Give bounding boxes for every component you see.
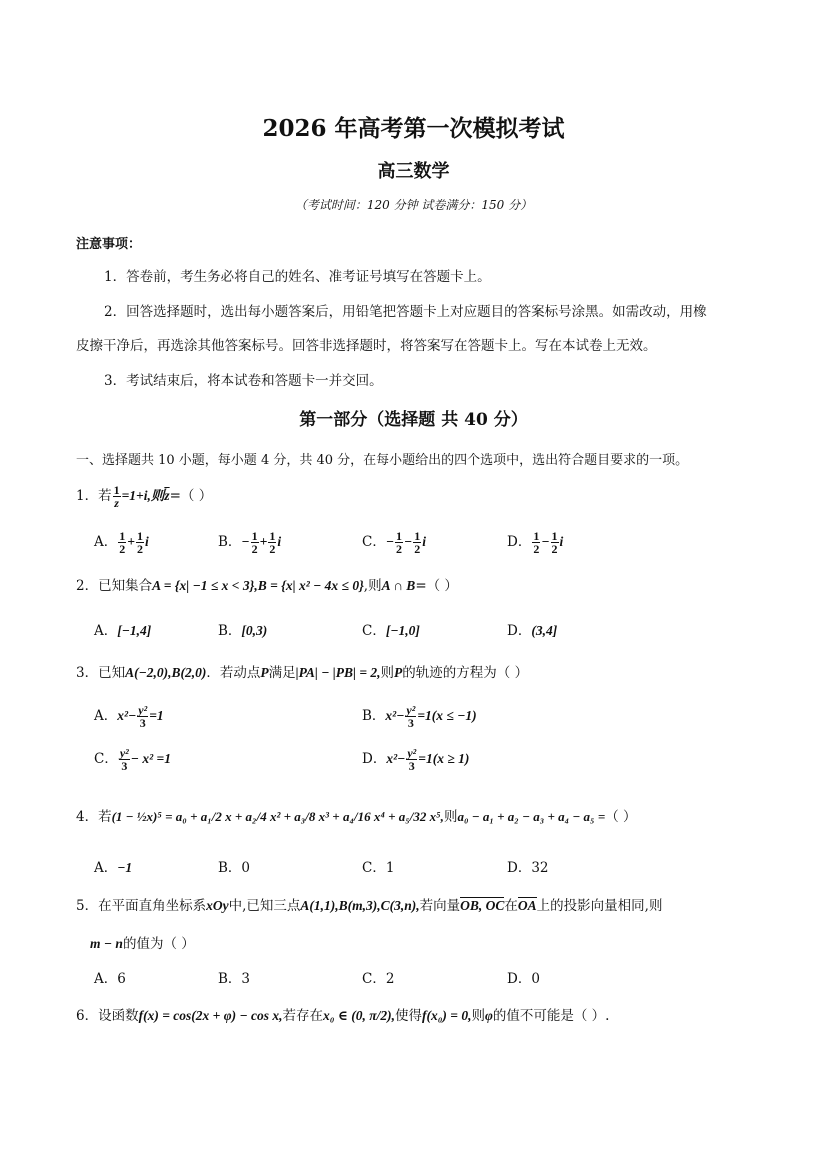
- q3-label-b: B．: [362, 708, 386, 724]
- q6-text-b: 若存在: [282, 1008, 324, 1024]
- q6-function: f(x) = cos(2x + φ) − cos x,: [138, 1008, 283, 1023]
- exam-info: （考试时间：120 分钟 试卷满分：150 分）: [294, 198, 533, 212]
- q3-b-frac-num: y²: [406, 703, 416, 717]
- q4-label-a: A．: [94, 860, 118, 876]
- q5-m-minus-n: m − n: [90, 936, 123, 951]
- q2-value-d: (3,4]: [531, 623, 558, 638]
- q1-d-op: −: [541, 534, 550, 549]
- q2-intersection: A ∩ B: [381, 578, 416, 593]
- question-5-stem-line-1: [76, 894, 662, 914]
- q1-a-op: +: [127, 534, 135, 549]
- q1-d-frac2: [551, 530, 559, 555]
- q5-text-line2: 的值为（ ）: [122, 936, 195, 952]
- q4-option-b[interactable]: B．0: [218, 860, 251, 876]
- q1-number: 1．若: [76, 488, 112, 504]
- section-instruction: 一、选择题共 10 小题，每小题 4 分，共 40 分，在每小题给出的四个选项中，选出符合题目要求的一项。: [76, 453, 689, 468]
- q6-fx0: f(x₀) = 0,: [421, 1008, 472, 1023]
- q4-value-a: −1: [117, 860, 133, 875]
- q3-d-frac-den: 3: [408, 759, 415, 773]
- q1-c-frac1-num: 1: [396, 529, 403, 543]
- q3-b-frac-den: 3: [407, 716, 414, 730]
- q1-b-frac1: [251, 530, 259, 555]
- q6-text-a: 6．设函数: [76, 1008, 139, 1024]
- q3-text-d: 则: [380, 665, 395, 681]
- q1-zbar: $\overline{z}$: [164, 488, 170, 503]
- q3-label-d: D．: [362, 751, 387, 767]
- q5-text-c: 若向量: [419, 898, 461, 914]
- q3-option-b[interactable]: [362, 704, 477, 729]
- q1-c-frac2: [413, 530, 421, 555]
- q1-a-frac2: [136, 530, 144, 555]
- q3-b-x2: x²: [385, 708, 397, 723]
- q3-a-frac: [137, 704, 148, 729]
- question-6-stem: [76, 1004, 609, 1024]
- notice-item-3: 3．考试结束后，将本试卷和答题卡一并交回。: [104, 373, 383, 389]
- q1-b-frac2-den: 2: [269, 542, 276, 556]
- q1-b-frac1-den: 2: [251, 542, 258, 556]
- q5-option-c[interactable]: C．2: [362, 971, 395, 987]
- notice-item-1: 1．答卷前，考生务必将自己的姓名、准考证号填写在答题卡上。: [104, 269, 491, 285]
- q1-c-frac1-den: 2: [396, 542, 403, 556]
- section-title: 第一部分（选择题 共 40 分）: [299, 410, 528, 430]
- q2-label-c: C．: [362, 623, 386, 639]
- q3-a-frac-den: 3: [139, 716, 146, 730]
- q1-label-d: D．: [507, 534, 532, 550]
- q3-option-c[interactable]: [94, 747, 171, 772]
- exam-title: 2026 年高考第一次模拟考试: [262, 115, 565, 142]
- q2-option-a[interactable]: [94, 619, 151, 639]
- q5-xoy: xOy: [206, 898, 229, 913]
- notice-item-2-line-2: 皮擦干净后，再选涂其他答案标号。回答非选择题时，将答案写在答题卡上。写在本试卷上无效。: [76, 338, 657, 354]
- q2-tail-b: =（ ）: [415, 578, 458, 594]
- q3-d-minus: −: [397, 751, 406, 766]
- q1-b-sign: −: [241, 534, 250, 549]
- q3-d-frac-num: y²: [407, 746, 417, 760]
- q2-sep: ,: [254, 578, 258, 593]
- q5-text-e: 上的投影向量相同,则: [536, 898, 663, 914]
- q1-b-i: i: [277, 534, 282, 549]
- notice-heading: 注意事项：: [76, 237, 142, 252]
- q5-points: A(1,1),B(m,3),C(3,n),: [300, 898, 420, 913]
- q5-option-d[interactable]: D．0: [507, 971, 540, 987]
- q3-option-a[interactable]: [94, 704, 164, 729]
- q5-text-b: 中,已知三点: [228, 898, 301, 914]
- q3-label-c: C．: [94, 751, 118, 767]
- q1-d-frac1-den: 2: [533, 542, 540, 556]
- q2-option-b[interactable]: [218, 619, 267, 639]
- q3-text-a: 3．已知: [76, 665, 126, 681]
- q4-text-a: 4．若: [76, 809, 112, 825]
- q3-b-frac: [405, 704, 416, 729]
- q5-option-b[interactable]: B．3: [218, 971, 251, 987]
- q3-c-frac: [119, 747, 130, 772]
- q5-text-d: 在: [504, 898, 518, 914]
- q4-expansion: (1 − ½x)⁵ = a₀ + a₁/2 x + a₂/4 x² + a₃/8 x³ + a₄/16 x⁴ + a₅/32 x⁵,: [111, 809, 444, 824]
- q4-option-d[interactable]: D．32: [507, 860, 549, 876]
- q1-c-frac2-num: 1: [414, 529, 421, 543]
- q3-c-frac-den: 3: [121, 759, 128, 773]
- exam-subject: 高三数学: [377, 161, 450, 182]
- q1-fraction: [113, 484, 121, 509]
- q6-phi: φ: [484, 1008, 493, 1023]
- q3-c-frac-num: y²: [119, 746, 129, 760]
- q1-c-op: −: [404, 534, 413, 549]
- q3-points: A(−2,0),B(2,0): [125, 665, 207, 680]
- q1-b-op: +: [259, 534, 268, 549]
- q1-label-b: B．: [218, 534, 242, 550]
- q3-text-b: ．若动点: [206, 665, 261, 681]
- q3-a-minus: −: [128, 708, 137, 723]
- q2-option-c[interactable]: [362, 619, 420, 639]
- q4-tail: （ ）: [605, 809, 637, 825]
- q6-text-e: 的值不可能是（ ）.: [492, 1008, 610, 1024]
- q1-a-i: i: [144, 534, 149, 549]
- question-3-stem: [76, 661, 528, 681]
- q1-c-frac1: [395, 530, 403, 555]
- q1-c-i: i: [422, 534, 426, 549]
- q1-tail: =（ ）: [169, 488, 213, 504]
- q1-label-a: A．: [94, 534, 118, 550]
- q1-b-frac2-num: 1: [269, 529, 276, 543]
- q6-x0-interval: x₀ ∈ (0, π/2),: [323, 1008, 395, 1023]
- q2-value-c: [−1,0]: [385, 623, 420, 638]
- q3-b-tail: =1(x ≤ −1): [417, 708, 477, 723]
- q3-a-x2: x²: [117, 708, 129, 723]
- q2-tail-a: ,则: [363, 578, 382, 594]
- q3-b-minus: −: [396, 708, 405, 723]
- q3-condition: |PA| − |PB| = 2,: [295, 665, 381, 680]
- q5-vectors: OB, OC: [460, 898, 505, 913]
- q1-a-frac2-den: 2: [136, 542, 143, 556]
- q1-d-frac1-num: 1: [533, 529, 540, 543]
- q1-d-frac2-den: 2: [551, 542, 558, 556]
- q1-d-frac1: [532, 530, 540, 555]
- q2-value-a: [−1,4]: [117, 623, 152, 638]
- q4-option-c[interactable]: C．1: [362, 860, 395, 876]
- q6-text-c: 使得: [394, 1008, 422, 1024]
- q3-a-tail: =1: [149, 708, 164, 723]
- q2-option-d[interactable]: [507, 619, 557, 639]
- q3-d-frac: [406, 747, 417, 772]
- q2-set-b: B = {x| x² − 4x ≤ 0}: [257, 578, 364, 593]
- q1-frac-num: 1: [113, 483, 120, 497]
- q5-vector-oa: OA: [517, 898, 537, 913]
- q1-option-b[interactable]: [218, 530, 281, 555]
- q3-text-e: 的轨迹的方程为（ ）: [402, 665, 529, 681]
- q3-text-c: 满足: [268, 665, 296, 681]
- q3-p-2: P: [394, 665, 403, 680]
- q1-a-frac1: [118, 530, 126, 555]
- q2-label-d: D．: [507, 623, 532, 639]
- notice-item-2-line-1: 2．回答选择题时，选出每小题答案后，用铅笔把答题卡上对应题目的答案标号涂黑。如需改动，用橡: [104, 304, 707, 320]
- q3-option-d[interactable]: [362, 747, 469, 772]
- q1-frac-den: z: [114, 496, 119, 510]
- q3-c-tail: − x² =1: [130, 751, 171, 766]
- q3-d-x2: x²: [386, 751, 398, 766]
- q2-text-a: 2．已知集合: [76, 578, 153, 594]
- q1-a-frac1-num: 1: [119, 529, 126, 543]
- q4-alternating-sum: a₀ − a₁ + a₂ − a₃ + a₄ − a₅ =: [457, 809, 606, 824]
- q1-mid: =1+i,则: [121, 488, 165, 503]
- q6-text-d: 则: [471, 1008, 485, 1024]
- q1-c-frac2-den: 2: [414, 542, 421, 556]
- q2-label-b: B．: [218, 623, 242, 639]
- q3-a-frac-num: y²: [138, 703, 148, 717]
- q1-a-frac1-den: 2: [119, 542, 126, 556]
- q2-value-b: [0,3): [241, 623, 268, 638]
- q1-option-d[interactable]: [507, 530, 563, 555]
- q2-set-a: A = {x| −1 ≤ x < 3}: [152, 578, 255, 593]
- q3-label-a: A．: [94, 708, 118, 724]
- q1-b-frac1-num: 1: [251, 529, 258, 543]
- q1-c-sign: −: [385, 534, 395, 549]
- q5-option-a[interactable]: A．6: [94, 971, 126, 987]
- q1-d-frac2-num: 1: [551, 529, 558, 543]
- question-5-stem-line-2: [90, 932, 195, 952]
- q1-b-frac2: [268, 530, 276, 555]
- question-1-stem: [76, 484, 212, 509]
- q2-label-a: A．: [94, 623, 118, 639]
- q1-label-c: C．: [362, 534, 386, 550]
- q1-a-frac2-num: 1: [136, 529, 143, 543]
- question-4-stem: [76, 805, 637, 825]
- q4-text-b: 则: [443, 809, 458, 825]
- q3-p: P: [260, 665, 269, 680]
- question-2-stem: [76, 574, 458, 594]
- q1-option-a[interactable]: [94, 530, 149, 555]
- q5-text-a: 5．在平面直角坐标系: [76, 898, 207, 914]
- q1-option-c[interactable]: [362, 530, 426, 555]
- q3-d-tail: =1(x ≥ 1): [418, 751, 470, 766]
- q1-d-i: i: [559, 534, 564, 549]
- q4-option-a[interactable]: [94, 856, 132, 876]
